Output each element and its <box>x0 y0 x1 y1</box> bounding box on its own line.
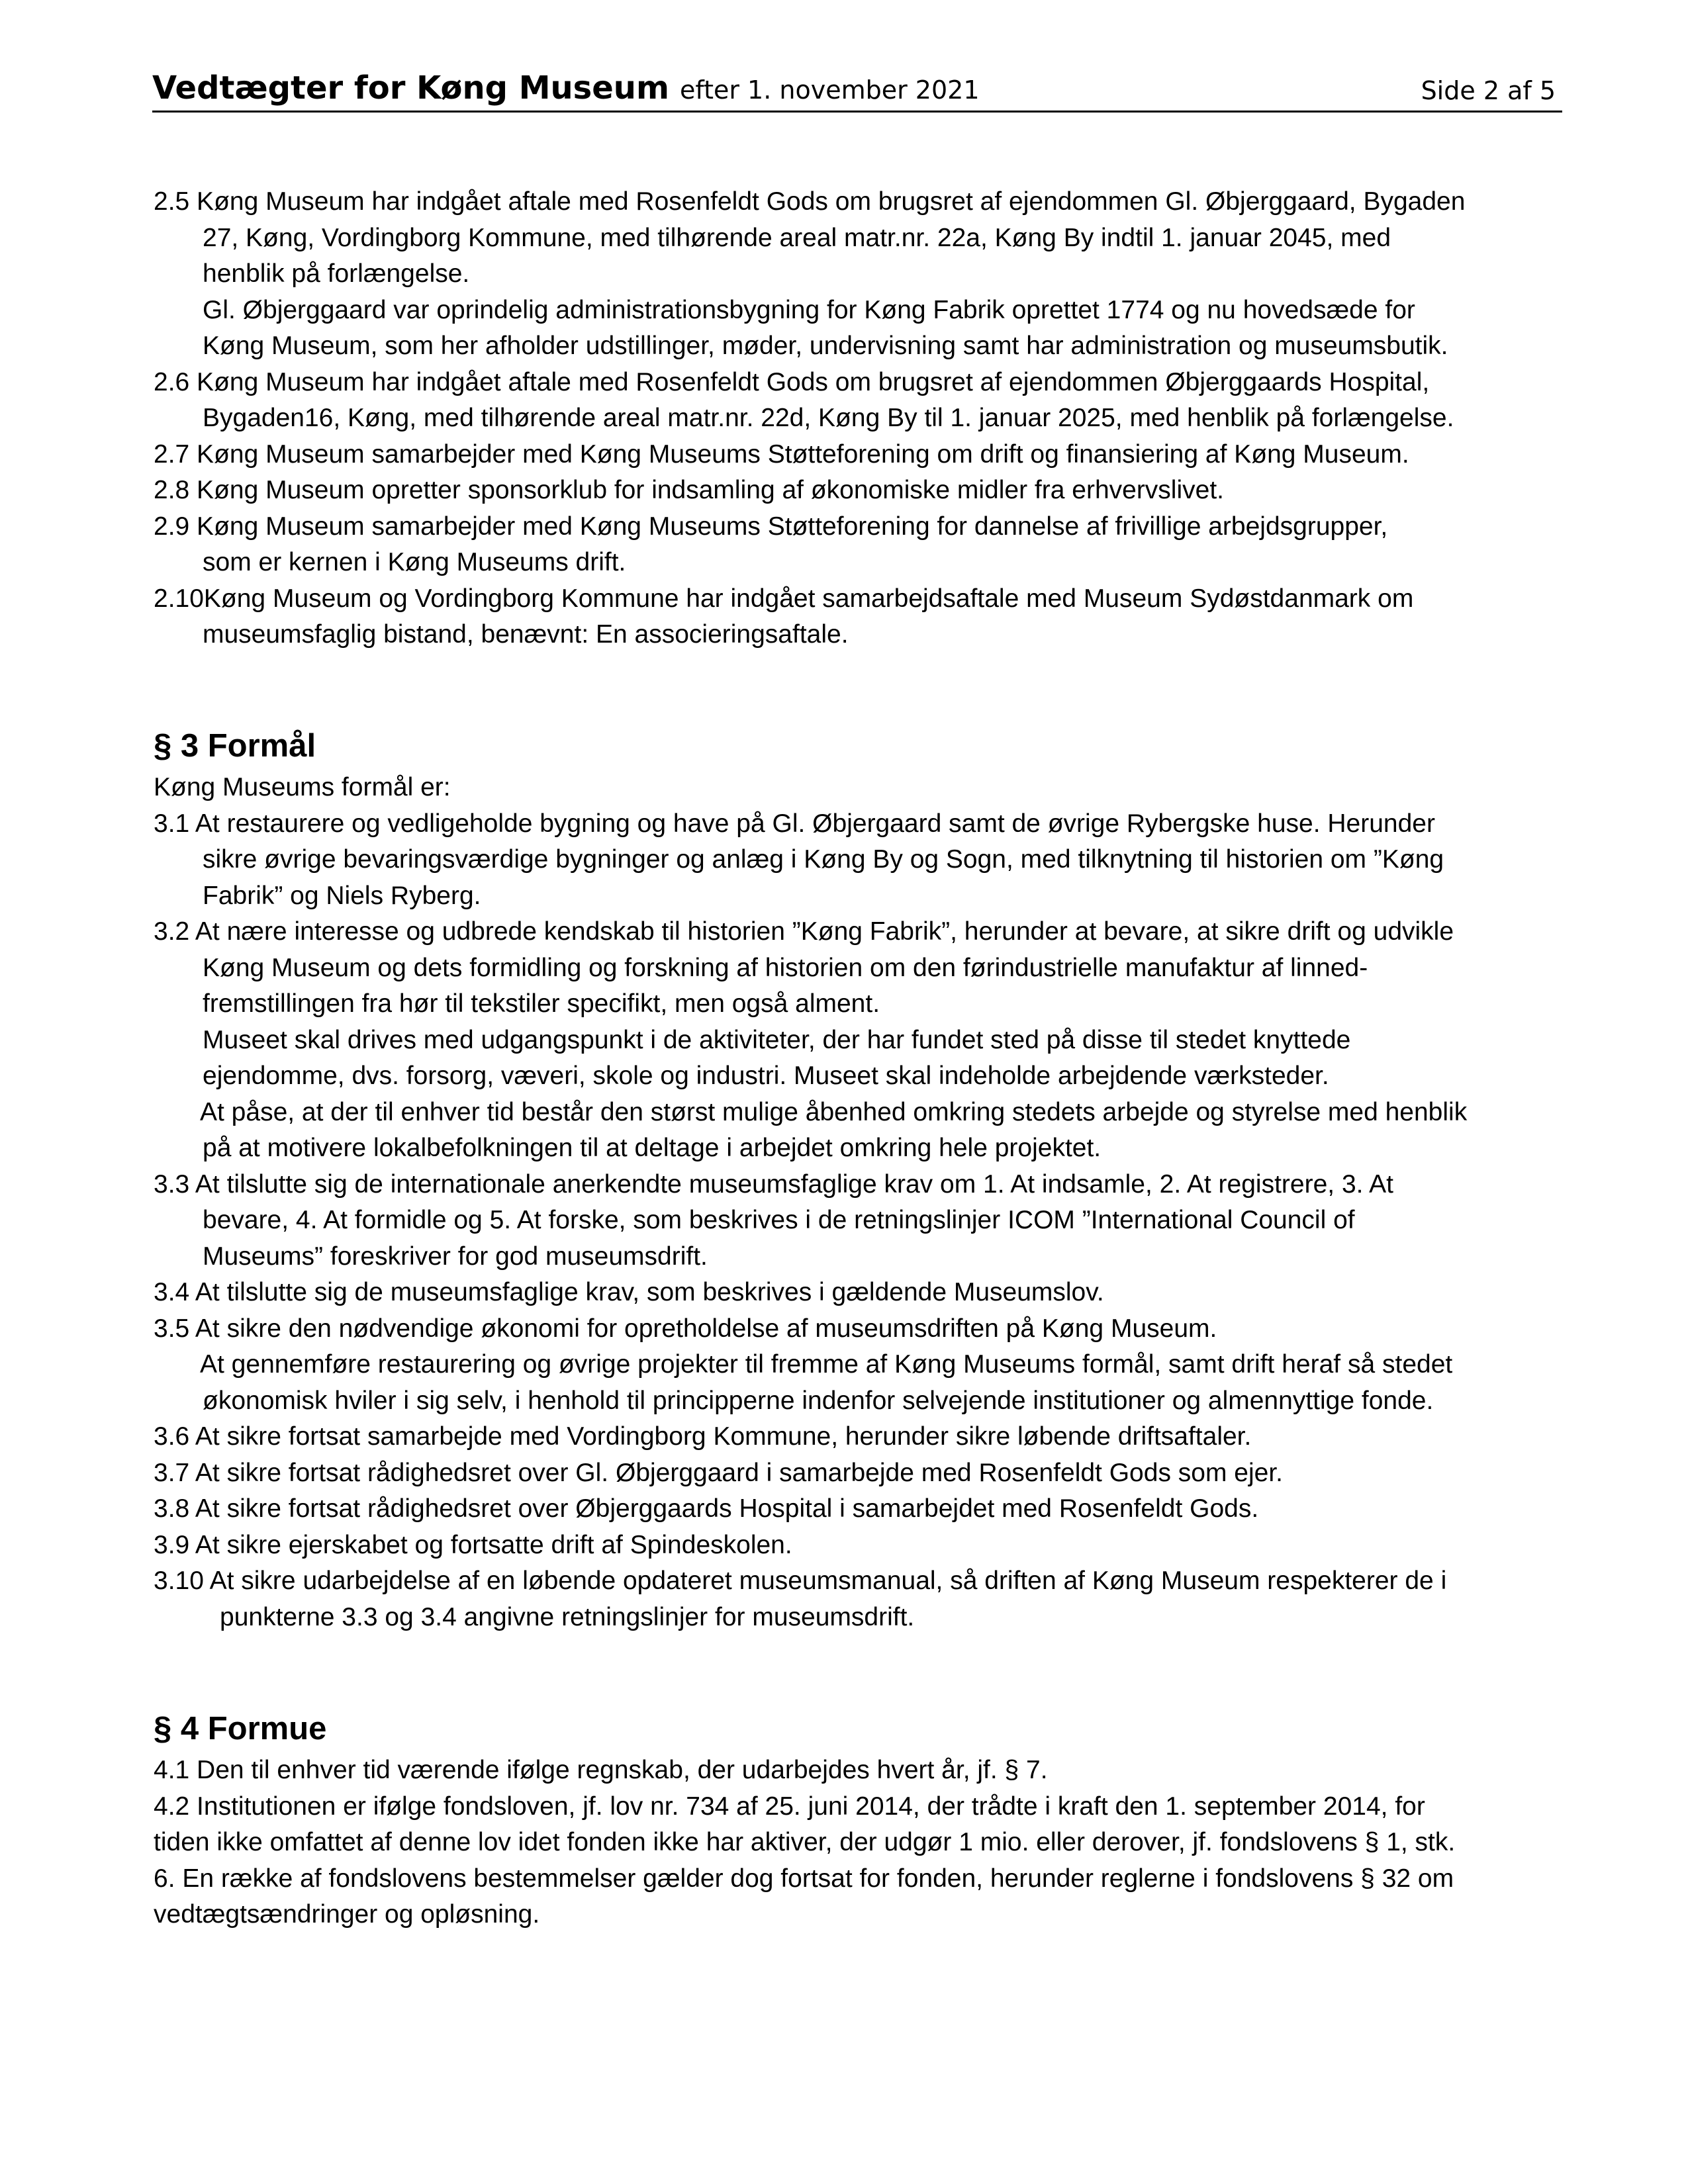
paragraph-3-10-line-1: 3.10 At sikre udarbejdelse af en løbende opdateret museumsmanual, så driften af Køng Museum respekterer de i <box>154 1567 1447 1595</box>
document-date: efter 1. november 2021 <box>679 75 980 105</box>
paragraph-3-3-line-2: bevare, 4. At formidle og 5. At forske, som beskrives i de retningslinjer ICOM ”International Council of <box>203 1206 1355 1234</box>
paragraph-4-2-line-2: tiden ikke omfattet af denne lov idet fonden ikke har aktiver, der udgør 1 mio. eller derover, jf. fondslovens § 1, stk. <box>154 1828 1456 1856</box>
paragraph-3-10-line-2: punkterne 3.3 og 3.4 angivne retningslinjer for museumsdrift. <box>220 1603 915 1631</box>
paragraph-2-5-line-4: Gl. Øbjerggaard var oprindelig administrationsbygning for Køng Fabrik oprettet 1774 og nu hovedsæde for <box>203 296 1415 324</box>
paragraph-2-10-line-2: museumsfaglig bistand, benævnt: En associeringsaftale. <box>203 620 849 649</box>
paragraph-3-3-line-3: Museums” foreskriver for god museumsdrift. <box>203 1242 708 1271</box>
paragraph-3-2-line-1: 3.2 At nære interesse og udbrede kendskab til historien ”Køng Fabrik”, herunder at bevare, at sikre drift og udvikle <box>154 917 1454 946</box>
paragraph-2-8: 2.8 Køng Museum opretter sponsorklub for indsamling af økonomiske midler fra erhvervslivet. <box>154 476 1224 504</box>
paragraph-3-2-line-7: på at motivere lokalbefolkningen til at deltage i arbejdet omkring hele projektet. <box>203 1134 1102 1162</box>
section-4-heading: § 4 Formue <box>154 1711 327 1747</box>
paragraph-3-8: 3.8 At sikre fortsat rådighedsret over Øbjerggaards Hospital i samarbejdet med Rosenfeldt Gods. <box>154 1494 1259 1523</box>
paragraph-3-9: 3.9 At sikre ejerskabet og fortsatte drift af Spindeskolen. <box>154 1531 792 1559</box>
paragraph-3-2-line-5: ejendomme, dvs. forsorg, væveri, skole og industri. Museet skal indeholde arbejdende værksteder. <box>203 1062 1329 1090</box>
paragraph-3-1-line-3: Fabrik” og Niels Ryberg. <box>203 882 481 910</box>
section-3-heading: § 3 Formål <box>154 728 316 764</box>
header-title-block <box>152 69 980 107</box>
page-header <box>152 63 1562 113</box>
paragraph-3-4: 3.4 At tilslutte sig de museumsfaglige krav, som beskrives i gældende Museumslov. <box>154 1278 1104 1306</box>
section-3-intro: Køng Museums formål er: <box>154 773 451 801</box>
paragraph-3-5-line-1: 3.5 At sikre den nødvendige økonomi for opretholdelse af museumsdriften på Køng Museum. <box>154 1314 1217 1343</box>
document-title: Vedtægter for Køng Museum <box>152 69 669 107</box>
paragraph-3-1-line-1: 3.1 At restaurere og vedligeholde bygning og have på Gl. Øbjergaard samt de øvrige Rybergske huse. Herunder <box>154 809 1435 838</box>
paragraph-2-10-line-1: 2.10Køng Museum og Vordingborg Kommune har indgået samarbejdsaftale med Museum Sydøstdanmark om <box>154 584 1414 613</box>
paragraph-2-5-line-2: 27, Køng, Vordingborg Kommune, med tilhørende areal matr.nr. 22a, Køng By indtil 1. januar 2045, med <box>203 224 1391 252</box>
paragraph-4-2-line-1: 4.2 Institutionen er ifølge fondsloven, jf. lov nr. 734 af 25. juni 2014, der trådte i kraft den 1. september 2014, for <box>154 1792 1425 1821</box>
paragraph-4-2-line-4: vedtægtsændringer og opløsning. <box>154 1900 540 1929</box>
paragraph-3-2-line-2: Køng Museum og dets formidling og forskning af historien om den førindustrielle manufaktur af linned- <box>203 954 1368 982</box>
page-number: Side 2 af 5 <box>1421 76 1556 105</box>
paragraph-3-2-line-3: fremstillingen fra hør til tekstiler specifikt, men også alment. <box>203 989 880 1018</box>
paragraph-2-5-line-3: henblik på forlængelse. <box>203 259 470 288</box>
paragraph-3-1-line-2: sikre øvrige bevaringsværdige bygninger og anlæg i Køng By og Sogn, med tilknytning til historien om ”Køng <box>203 845 1444 874</box>
paragraph-2-6-line-2: Bygaden16, Køng, med tilhørende areal matr.nr. 22d, Køng By til 1. januar 2025, med henblik på forlængelse. <box>203 404 1454 432</box>
paragraph-2-9-line-2: som er kernen i Køng Museums drift. <box>203 548 626 576</box>
paragraph-2-7: 2.7 Køng Museum samarbejder med Køng Museums Støtteforening om drift og finansiering af Køng Museum. <box>154 440 1409 469</box>
paragraph-3-2-line-6: At påse, at der til enhver tid består den størst mulige åbenhed omkring stedets arbejde og styrelse med henblik <box>200 1098 1468 1126</box>
paragraph-4-2-line-3: 6. En række af fondslovens bestemmelser gælder dog fortsat for fonden, herunder reglerne i fondslovens § 32 om <box>154 1864 1454 1893</box>
paragraph-3-5-line-2: At gennemføre restaurering og øvrige projekter til fremme af Køng Museums formål, samt drift heraf så stedet <box>200 1350 1453 1379</box>
paragraph-2-9-line-1: 2.9 Køng Museum samarbejder med Køng Museums Støtteforening for dannelse af frivillige arbejdsgrupper, <box>154 512 1388 541</box>
paragraph-3-6: 3.6 At sikre fortsat samarbejde med Vordingborg Kommune, herunder sikre løbende driftsaftaler. <box>154 1422 1252 1451</box>
paragraph-2-6-line-1: 2.6 Køng Museum har indgået aftale med Rosenfeldt Gods om brugsret af ejendommen Øbjerggaards Hospital, <box>154 368 1430 396</box>
paragraph-3-7: 3.7 At sikre fortsat rådighedsret over Gl. Øbjerggaard i samarbejde med Rosenfeldt Gods som ejer. <box>154 1459 1284 1487</box>
paragraph-2-5-line-5: Køng Museum, som her afholder udstillinger, møder, undervisning samt har administration og museumsbutik. <box>203 332 1448 360</box>
paragraph-2-5-line-1: 2.5 Køng Museum har indgået aftale med Rosenfeldt Gods om brugsret af ejendommen Gl. Øbjerggaard, Bygaden <box>154 187 1466 216</box>
paragraph-3-2-line-4: Museet skal drives med udgangspunkt i de aktiviteter, der har fundet sted på disse til stedet knyttede <box>203 1026 1351 1054</box>
paragraph-4-1: 4.1 Den til enhver tid værende ifølge regnskab, der udarbejdes hvert år, jf. § 7. <box>154 1756 1048 1784</box>
paragraph-3-5-line-3: økonomisk hviler i sig selv, i henhold til principperne indenfor selvejende institutioner og almennyttige fonde. <box>203 1387 1434 1415</box>
paragraph-3-3-line-1: 3.3 At tilslutte sig de internationale anerkendte museumsfaglige krav om 1. At indsamle, 2. At registrere, 3. At <box>154 1170 1394 1199</box>
